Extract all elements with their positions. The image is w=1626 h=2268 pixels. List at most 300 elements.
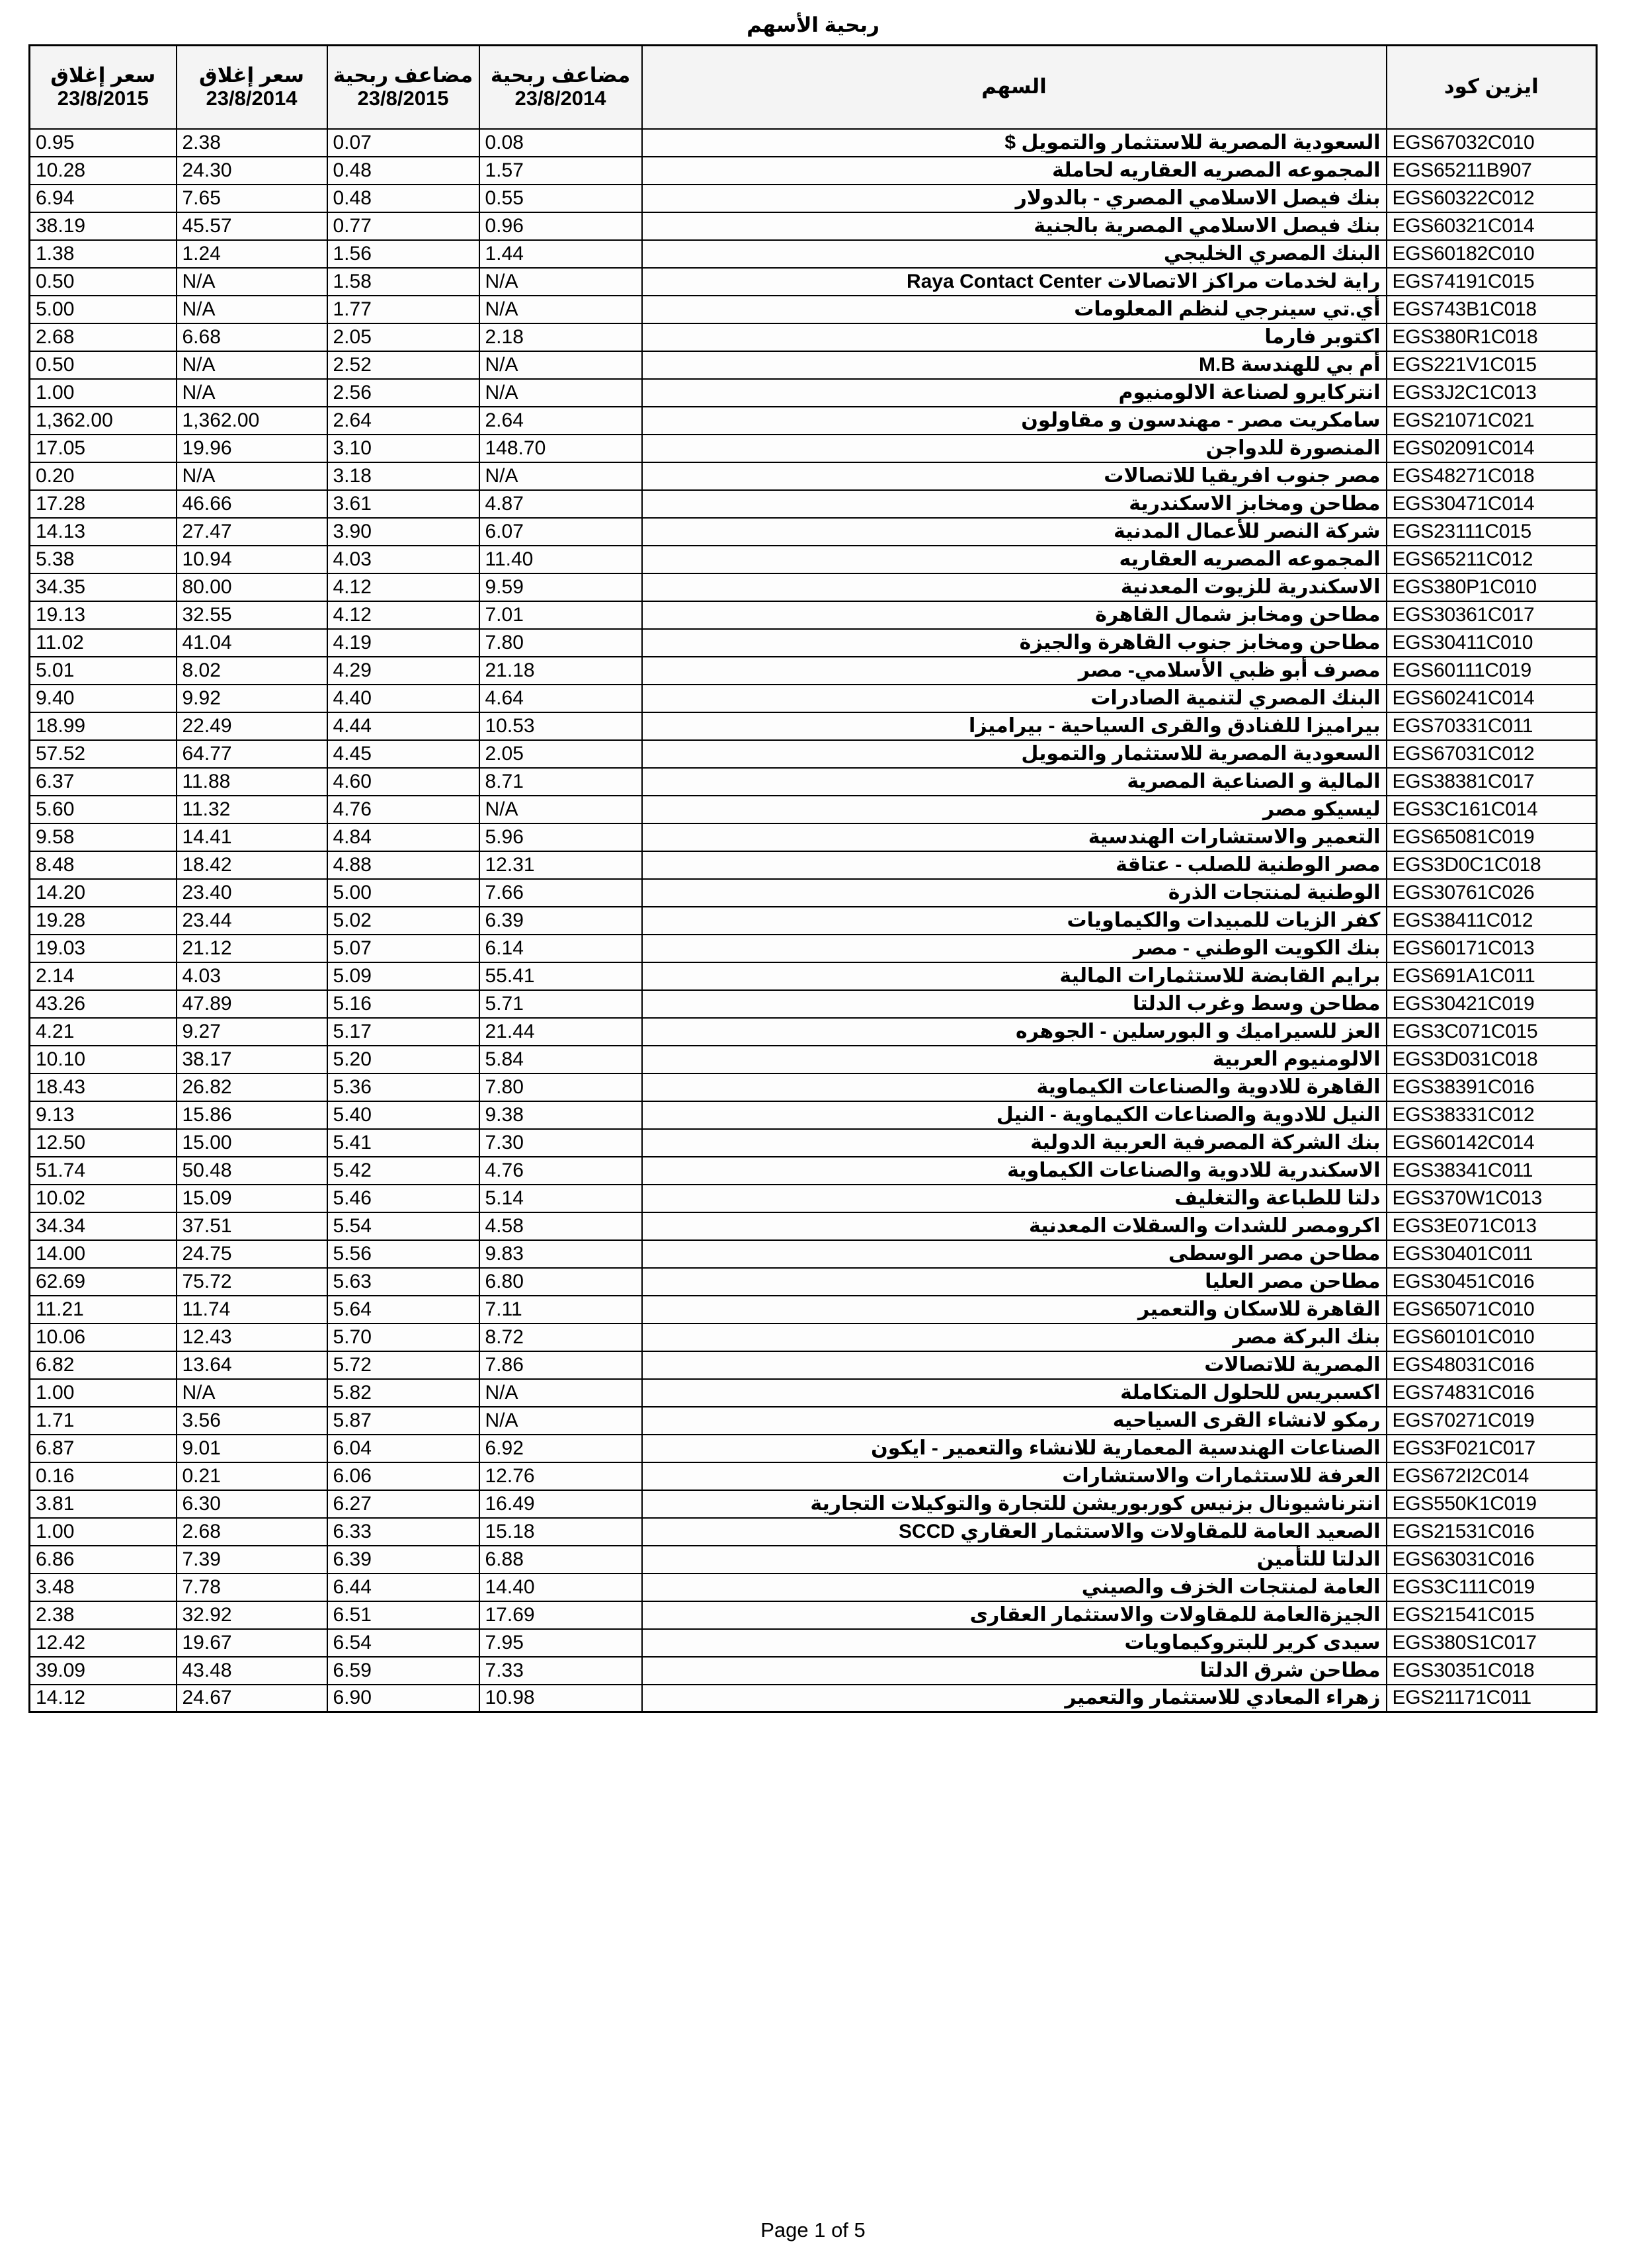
table-row xyxy=(30,1351,1597,1379)
cell-close-2015: 1.71 xyxy=(30,1407,177,1435)
cell-close-2015: 11.02 xyxy=(30,629,177,657)
cell-isin: EGS48271C018 xyxy=(1387,462,1597,490)
cell-pe-2014: 9.59 xyxy=(479,573,642,601)
cell-pe-2014: N/A xyxy=(479,1379,642,1407)
cell-stock-name: السعودية المصرية للاستثمار والتمويل $ xyxy=(642,129,1387,157)
table-row xyxy=(30,268,1597,296)
column-header-pe-2014-line1: مضاعف ربحية xyxy=(490,63,631,87)
cell-stock-name: بنك البركة مصر xyxy=(642,1323,1387,1351)
cell-stock-name: انتركايرو لصناعة الالومنيوم xyxy=(642,379,1387,407)
column-header-pe-2015-line1: مضاعف ربحية xyxy=(333,63,473,87)
cell-stock-name: المصرية للاتصالات xyxy=(642,1351,1387,1379)
cell-pe-2015: 4.45 xyxy=(327,740,479,768)
cell-pe-2015: 1.56 xyxy=(327,240,479,268)
cell-stock-name: النيل للادوية والصناعات الكيماوية - النيل xyxy=(642,1101,1387,1129)
cell-isin: EGS38341C011 xyxy=(1387,1157,1597,1185)
cell-close-2014: 15.00 xyxy=(177,1129,327,1157)
cell-pe-2015: 4.12 xyxy=(327,601,479,629)
cell-stock-name: السعودية المصرية للاستثمار والتمويل xyxy=(642,740,1387,768)
cell-close-2014: 11.88 xyxy=(177,768,327,796)
cell-stock-name: سامكريت مصر - مهندسون و مقاولون xyxy=(642,407,1387,435)
cell-pe-2014: 148.70 xyxy=(479,435,642,462)
cell-pe-2014: N/A xyxy=(479,351,642,379)
cell-stock-name: دلتا للطباعة والتغليف xyxy=(642,1185,1387,1212)
cell-pe-2014: 21.44 xyxy=(479,1018,642,1046)
cell-stock-name: الاسكندرية للزيوت المعدنية xyxy=(642,573,1387,601)
cell-close-2014: 47.89 xyxy=(177,990,327,1018)
cell-stock-name: الاسكندرية للادوية والصناعات الكيماوية xyxy=(642,1157,1387,1185)
cell-pe-2015: 5.36 xyxy=(327,1073,479,1101)
cell-stock-name: بنك فيصل الاسلامي المصري - بالدولار xyxy=(642,185,1387,212)
cell-isin: EGS380S1C017 xyxy=(1387,1629,1597,1657)
column-header-pe-2014 xyxy=(479,46,642,129)
cell-isin: EGS38331C012 xyxy=(1387,1101,1597,1129)
cell-pe-2015: 3.18 xyxy=(327,462,479,490)
cell-pe-2015: 2.52 xyxy=(327,351,479,379)
cell-isin: EGS30401C011 xyxy=(1387,1240,1597,1268)
cell-pe-2014: 6.92 xyxy=(479,1435,642,1462)
cell-isin: EGS21541C015 xyxy=(1387,1601,1597,1629)
table-row xyxy=(30,907,1597,935)
cell-close-2015: 19.28 xyxy=(30,907,177,935)
cell-isin: EGS30411C010 xyxy=(1387,629,1597,657)
cell-pe-2015: 5.70 xyxy=(327,1323,479,1351)
cell-pe-2014: 12.76 xyxy=(479,1462,642,1490)
cell-pe-2015: 5.42 xyxy=(327,1157,479,1185)
cell-pe-2014: 21.18 xyxy=(479,657,642,685)
cell-isin: EGS67031C012 xyxy=(1387,740,1597,768)
cell-close-2014: 9.27 xyxy=(177,1018,327,1046)
cell-isin: EGS221V1C015 xyxy=(1387,351,1597,379)
table-row xyxy=(30,573,1597,601)
cell-stock-name: بيراميزا للفنادق والقرى السياحية - بيراميزا xyxy=(642,712,1387,740)
cell-isin: EGS60322C012 xyxy=(1387,185,1597,212)
cell-close-2014: N/A xyxy=(177,268,327,296)
cell-pe-2015: 6.06 xyxy=(327,1462,479,1490)
cell-isin: EGS370W1C013 xyxy=(1387,1185,1597,1212)
cell-pe-2015: 5.87 xyxy=(327,1407,479,1435)
cell-pe-2014: 2.18 xyxy=(479,323,642,351)
cell-isin: EGS3D031C018 xyxy=(1387,1046,1597,1073)
table-row xyxy=(30,296,1597,323)
cell-close-2015: 18.43 xyxy=(30,1073,177,1101)
cell-close-2015: 14.13 xyxy=(30,518,177,546)
table-row xyxy=(30,1157,1597,1185)
cell-pe-2015: 6.27 xyxy=(327,1490,479,1518)
cell-stock-name: مصر الوطنية للصلب - عتاقة xyxy=(642,851,1387,879)
cell-pe-2014: 4.87 xyxy=(479,490,642,518)
cell-stock-name: كفر الزيات للمبيدات والكيماويات xyxy=(642,907,1387,935)
column-header-pe-2014-line2: 23/8/2014 xyxy=(514,86,606,110)
cell-close-2014: 41.04 xyxy=(177,629,327,657)
cell-pe-2015: 5.56 xyxy=(327,1240,479,1268)
cell-pe-2014: 6.39 xyxy=(479,907,642,935)
column-header-stock-name xyxy=(642,46,1387,129)
cell-close-2015: 10.28 xyxy=(30,157,177,185)
cell-pe-2015: 5.82 xyxy=(327,1379,479,1407)
table-row xyxy=(30,1296,1597,1323)
table-row xyxy=(30,1490,1597,1518)
cell-isin: EGS30761C026 xyxy=(1387,879,1597,907)
column-header-pe-2015 xyxy=(327,46,479,129)
cell-close-2015: 1.00 xyxy=(30,1379,177,1407)
cell-pe-2014: 7.01 xyxy=(479,601,642,629)
cell-isin: EGS3E071C013 xyxy=(1387,1212,1597,1240)
cell-stock-name: المنصورة للدواجن xyxy=(642,435,1387,462)
cell-isin: EGS30351C018 xyxy=(1387,1657,1597,1685)
stock-earnings-table xyxy=(28,44,1598,1713)
cell-close-2015: 19.03 xyxy=(30,935,177,962)
cell-pe-2014: 0.96 xyxy=(479,212,642,240)
cell-pe-2014: 5.96 xyxy=(479,823,642,851)
cell-stock-name: المجموعه المصريه العقاريه لحاملة xyxy=(642,157,1387,185)
cell-close-2015: 3.48 xyxy=(30,1574,177,1601)
cell-isin: EGS3C161C014 xyxy=(1387,796,1597,823)
cell-pe-2015: 5.72 xyxy=(327,1351,479,1379)
cell-isin: EGS691A1C011 xyxy=(1387,962,1597,990)
table-row xyxy=(30,323,1597,351)
cell-close-2015: 5.01 xyxy=(30,657,177,685)
cell-close-2014: 6.68 xyxy=(177,323,327,351)
cell-stock-name: اكسبريس للحلول المتكاملة xyxy=(642,1379,1387,1407)
table-row xyxy=(30,379,1597,407)
cell-pe-2014: 7.86 xyxy=(479,1351,642,1379)
cell-pe-2015: 2.64 xyxy=(327,407,479,435)
cell-pe-2014: 1.57 xyxy=(479,157,642,185)
cell-pe-2014: 11.40 xyxy=(479,546,642,573)
cell-pe-2015: 6.33 xyxy=(327,1518,479,1546)
column-header-close-2014 xyxy=(177,46,327,129)
table-row xyxy=(30,1268,1597,1296)
cell-close-2014: 11.74 xyxy=(177,1296,327,1323)
cell-close-2014: 26.82 xyxy=(177,1073,327,1101)
cell-pe-2015: 4.40 xyxy=(327,685,479,712)
cell-pe-2015: 5.41 xyxy=(327,1129,479,1157)
cell-close-2015: 19.13 xyxy=(30,601,177,629)
cell-close-2015: 11.21 xyxy=(30,1296,177,1323)
cell-pe-2014: N/A xyxy=(479,296,642,323)
cell-close-2014: 12.43 xyxy=(177,1323,327,1351)
cell-close-2015: 10.10 xyxy=(30,1046,177,1073)
cell-close-2015: 43.26 xyxy=(30,990,177,1018)
cell-pe-2015: 4.88 xyxy=(327,851,479,879)
table-row xyxy=(30,546,1597,573)
cell-close-2014: 9.01 xyxy=(177,1435,327,1462)
table-row xyxy=(30,351,1597,379)
cell-close-2014: 24.30 xyxy=(177,157,327,185)
cell-close-2014: 50.48 xyxy=(177,1157,327,1185)
cell-isin: EGS3C111C019 xyxy=(1387,1574,1597,1601)
cell-stock-name: مصر جنوب افريقيا للاتصالات xyxy=(642,462,1387,490)
page-title: ربحية الأسهم xyxy=(747,13,879,36)
table-row xyxy=(30,1101,1597,1129)
table-row xyxy=(30,685,1597,712)
cell-close-2014: N/A xyxy=(177,462,327,490)
column-header-close-2015-line2: 23/8/2015 xyxy=(57,86,149,110)
cell-close-2014: 64.77 xyxy=(177,740,327,768)
cell-stock-name: الدلتا للتأمين xyxy=(642,1546,1387,1574)
cell-pe-2015: 3.61 xyxy=(327,490,479,518)
cell-pe-2014: N/A xyxy=(479,462,642,490)
table-row xyxy=(30,879,1597,907)
cell-pe-2014: 2.05 xyxy=(479,740,642,768)
cell-close-2014: 24.75 xyxy=(177,1240,327,1268)
cell-close-2015: 1.00 xyxy=(30,379,177,407)
cell-isin: EGS21531C016 xyxy=(1387,1518,1597,1546)
cell-isin: EGS63031C016 xyxy=(1387,1546,1597,1574)
table-row xyxy=(30,1462,1597,1490)
cell-stock-name: مطاحن مصر الوسطى xyxy=(642,1240,1387,1268)
table-row xyxy=(30,1546,1597,1574)
cell-close-2015: 10.06 xyxy=(30,1323,177,1351)
cell-stock-name: البنك المصري لتنمية الصادرات xyxy=(642,685,1387,712)
table-row xyxy=(30,1407,1597,1435)
table-row xyxy=(30,851,1597,879)
cell-isin: EGS38411C012 xyxy=(1387,907,1597,935)
cell-stock-name: أم بي للهندسة M.B xyxy=(642,351,1387,379)
cell-pe-2015: 5.16 xyxy=(327,990,479,1018)
table-row xyxy=(30,1629,1597,1657)
table-body xyxy=(30,129,1597,1712)
cell-pe-2015: 4.12 xyxy=(327,573,479,601)
cell-pe-2014: 10.98 xyxy=(479,1685,642,1712)
cell-close-2015: 14.00 xyxy=(30,1240,177,1268)
table-row xyxy=(30,629,1597,657)
cell-isin: EGS3C071C015 xyxy=(1387,1018,1597,1046)
cell-close-2015: 8.48 xyxy=(30,851,177,879)
cell-stock-name: شركة النصر للأعمال المدنية xyxy=(642,518,1387,546)
cell-pe-2015: 6.04 xyxy=(327,1435,479,1462)
cell-pe-2014: 5.71 xyxy=(479,990,642,1018)
cell-pe-2015: 6.90 xyxy=(327,1685,479,1712)
cell-close-2015: 62.69 xyxy=(30,1268,177,1296)
cell-stock-name: العرفة للاستثمارات والاستشارات xyxy=(642,1462,1387,1490)
cell-pe-2014: 7.95 xyxy=(479,1629,642,1657)
cell-close-2014: 21.12 xyxy=(177,935,327,962)
cell-isin: EGS65211C012 xyxy=(1387,546,1597,573)
cell-pe-2014: 9.83 xyxy=(479,1240,642,1268)
cell-close-2014: 7.65 xyxy=(177,185,327,212)
cell-close-2015: 0.95 xyxy=(30,129,177,157)
cell-pe-2014: 4.76 xyxy=(479,1157,642,1185)
cell-isin: EGS3D0C1C018 xyxy=(1387,851,1597,879)
cell-close-2015: 12.42 xyxy=(30,1629,177,1657)
cell-close-2015: 17.28 xyxy=(30,490,177,518)
cell-isin: EGS60321C014 xyxy=(1387,212,1597,240)
cell-pe-2015: 0.48 xyxy=(327,157,479,185)
cell-pe-2015: 5.54 xyxy=(327,1212,479,1240)
cell-pe-2014: 8.72 xyxy=(479,1323,642,1351)
cell-isin: EGS60101C010 xyxy=(1387,1323,1597,1351)
column-header-pe-2015-line2: 23/8/2015 xyxy=(357,86,449,110)
column-header-close-2014-line2: 23/8/2014 xyxy=(206,86,298,110)
cell-close-2014: 2.38 xyxy=(177,129,327,157)
cell-isin: EGS38391C016 xyxy=(1387,1073,1597,1101)
cell-pe-2014: N/A xyxy=(479,268,642,296)
cell-pe-2015: 4.76 xyxy=(327,796,479,823)
cell-close-2015: 34.34 xyxy=(30,1212,177,1240)
cell-close-2015: 34.35 xyxy=(30,573,177,601)
table-row xyxy=(30,935,1597,962)
cell-stock-name: مطاحن ومخابز الاسكندرية xyxy=(642,490,1387,518)
table-row xyxy=(30,129,1597,157)
cell-stock-name: أي.تي سينرجي لنظم المعلومات xyxy=(642,296,1387,323)
cell-stock-name: بنك فيصل الاسلامي المصرية بالجنية xyxy=(642,212,1387,240)
cell-pe-2014: 7.80 xyxy=(479,1073,642,1101)
cell-close-2014: 75.72 xyxy=(177,1268,327,1296)
cell-isin: EGS672I2C014 xyxy=(1387,1462,1597,1490)
cell-stock-name: مطاحن ومخابز شمال القاهرة xyxy=(642,601,1387,629)
cell-close-2014: N/A xyxy=(177,296,327,323)
cell-pe-2015: 2.56 xyxy=(327,379,479,407)
cell-isin: EGS65081C019 xyxy=(1387,823,1597,851)
table-row xyxy=(30,657,1597,685)
cell-pe-2014: N/A xyxy=(479,1407,642,1435)
cell-isin: EGS3F021C017 xyxy=(1387,1435,1597,1462)
cell-isin: EGS70271C019 xyxy=(1387,1407,1597,1435)
table-row xyxy=(30,185,1597,212)
cell-pe-2014: 4.64 xyxy=(479,685,642,712)
cell-close-2014: 7.39 xyxy=(177,1546,327,1574)
table-row xyxy=(30,601,1597,629)
cell-pe-2015: 5.09 xyxy=(327,962,479,990)
cell-close-2015: 9.40 xyxy=(30,685,177,712)
cell-pe-2014: 9.38 xyxy=(479,1101,642,1129)
table-row xyxy=(30,796,1597,823)
table-row xyxy=(30,435,1597,462)
cell-isin: EGS30421C019 xyxy=(1387,990,1597,1018)
table-row xyxy=(30,518,1597,546)
table-row xyxy=(30,1574,1597,1601)
cell-close-2014: 24.67 xyxy=(177,1685,327,1712)
table-row xyxy=(30,462,1597,490)
cell-close-2014: N/A xyxy=(177,351,327,379)
cell-close-2014: 19.96 xyxy=(177,435,327,462)
table-row xyxy=(30,1379,1597,1407)
cell-close-2014: 32.55 xyxy=(177,601,327,629)
cell-pe-2015: 4.19 xyxy=(327,629,479,657)
cell-pe-2014: 2.64 xyxy=(479,407,642,435)
cell-stock-name: بنك الشركة المصرفية العربية الدولية xyxy=(642,1129,1387,1157)
cell-isin: EGS30451C016 xyxy=(1387,1268,1597,1296)
cell-close-2014: 1.24 xyxy=(177,240,327,268)
cell-pe-2015: 0.77 xyxy=(327,212,479,240)
cell-pe-2015: 4.60 xyxy=(327,768,479,796)
cell-pe-2015: 4.03 xyxy=(327,546,479,573)
cell-stock-name: الوطنية لمنتجات الذرة xyxy=(642,879,1387,907)
cell-isin: EGS550K1C019 xyxy=(1387,1490,1597,1518)
cell-close-2015: 0.50 xyxy=(30,351,177,379)
cell-close-2014: N/A xyxy=(177,1379,327,1407)
cell-close-2014: 38.17 xyxy=(177,1046,327,1073)
cell-stock-name: سيدى كرير للبتروكيماويات xyxy=(642,1629,1387,1657)
cell-close-2014: 80.00 xyxy=(177,573,327,601)
table-row xyxy=(30,990,1597,1018)
cell-close-2014: 15.09 xyxy=(177,1185,327,1212)
table-header xyxy=(30,46,1597,129)
cell-pe-2015: 1.58 xyxy=(327,268,479,296)
cell-pe-2015: 5.63 xyxy=(327,1268,479,1296)
cell-pe-2014: 12.31 xyxy=(479,851,642,879)
table-row xyxy=(30,1657,1597,1685)
cell-close-2015: 5.60 xyxy=(30,796,177,823)
cell-isin: EGS380R1C018 xyxy=(1387,323,1597,351)
cell-close-2014: 45.57 xyxy=(177,212,327,240)
cell-close-2014: 2.68 xyxy=(177,1518,327,1546)
cell-close-2014: 6.30 xyxy=(177,1490,327,1518)
table-row xyxy=(30,768,1597,796)
cell-pe-2015: 0.48 xyxy=(327,185,479,212)
cell-pe-2014: 1.44 xyxy=(479,240,642,268)
cell-pe-2014: 7.30 xyxy=(479,1129,642,1157)
cell-stock-name: المجموعه المصريه العقاريه xyxy=(642,546,1387,573)
table-row xyxy=(30,1129,1597,1157)
cell-close-2015: 3.81 xyxy=(30,1490,177,1518)
cell-close-2015: 6.86 xyxy=(30,1546,177,1574)
cell-isin: EGS65071C010 xyxy=(1387,1296,1597,1323)
cell-stock-name: الصعيد العامة للمقاولات والاستثمار العقاري SCCD xyxy=(642,1518,1387,1546)
cell-stock-name: اكتوبر فارما xyxy=(642,323,1387,351)
cell-close-2015: 12.50 xyxy=(30,1129,177,1157)
cell-isin: EGS74191C015 xyxy=(1387,268,1597,296)
cell-isin: EGS380P1C010 xyxy=(1387,573,1597,601)
cell-pe-2015: 5.64 xyxy=(327,1296,479,1323)
table-row xyxy=(30,407,1597,435)
cell-close-2015: 5.00 xyxy=(30,296,177,323)
cell-close-2014: 23.40 xyxy=(177,879,327,907)
cell-close-2015: 0.50 xyxy=(30,268,177,296)
cell-close-2014: 10.94 xyxy=(177,546,327,573)
cell-pe-2015: 0.07 xyxy=(327,129,479,157)
cell-isin: EGS21171C011 xyxy=(1387,1685,1597,1712)
cell-close-2014: 4.03 xyxy=(177,962,327,990)
table-row xyxy=(30,1323,1597,1351)
cell-close-2015: 2.68 xyxy=(30,323,177,351)
cell-close-2015: 14.12 xyxy=(30,1685,177,1712)
header-row xyxy=(30,46,1597,129)
cell-close-2015: 1.38 xyxy=(30,240,177,268)
table-row xyxy=(30,1212,1597,1240)
cell-close-2014: 18.42 xyxy=(177,851,327,879)
cell-isin: EGS60171C013 xyxy=(1387,935,1597,962)
table-row xyxy=(30,212,1597,240)
cell-close-2015: 4.21 xyxy=(30,1018,177,1046)
cell-close-2014: 15.86 xyxy=(177,1101,327,1129)
cell-pe-2015: 1.77 xyxy=(327,296,479,323)
cell-close-2014: 1,362.00 xyxy=(177,407,327,435)
column-header-close-2015-line1: سعر إغلاق xyxy=(50,63,156,87)
cell-stock-name: مصرف أبو ظبي الأسلامي- مصر xyxy=(642,657,1387,685)
cell-isin: EGS65211B907 xyxy=(1387,157,1597,185)
cell-isin: EGS21071C021 xyxy=(1387,407,1597,435)
cell-close-2014: 19.67 xyxy=(177,1629,327,1657)
cell-stock-name: راية لخدمات مراكز الاتصالات Raya Contact Center xyxy=(642,268,1387,296)
cell-stock-name: العز للسيراميك و البورسلين - الجوهره xyxy=(642,1018,1387,1046)
cell-stock-name: المالية و الصناعية المصرية xyxy=(642,768,1387,796)
cell-pe-2015: 4.29 xyxy=(327,657,479,685)
cell-pe-2014: 14.40 xyxy=(479,1574,642,1601)
cell-stock-name: ليسيكو مصر xyxy=(642,796,1387,823)
page-footer: Page 1 of 5 xyxy=(760,2218,866,2242)
cell-close-2014: 23.44 xyxy=(177,907,327,935)
cell-close-2015: 1,362.00 xyxy=(30,407,177,435)
cell-pe-2015: 6.51 xyxy=(327,1601,479,1629)
cell-stock-name: اكرومصر للشدات والسقلات المعدنية xyxy=(642,1212,1387,1240)
cell-close-2015: 17.05 xyxy=(30,435,177,462)
cell-close-2015: 6.82 xyxy=(30,1351,177,1379)
cell-stock-name: القاهرة للاسكان والتعمير xyxy=(642,1296,1387,1323)
cell-pe-2014: 0.08 xyxy=(479,129,642,157)
